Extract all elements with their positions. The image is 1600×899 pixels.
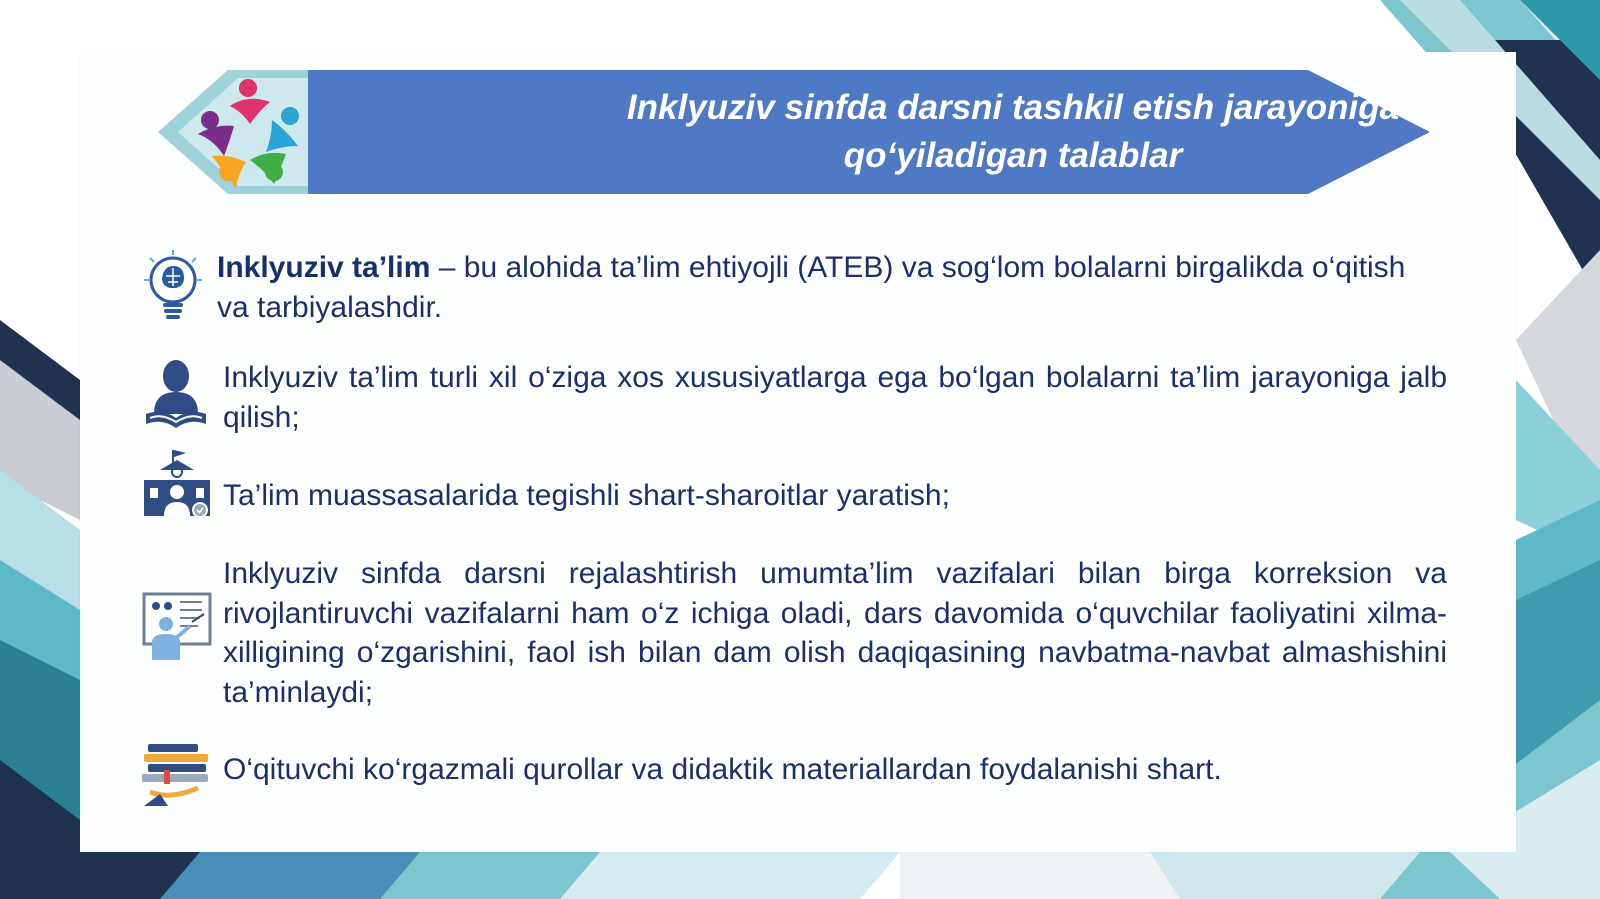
- student-reading-book-icon: [144, 358, 208, 434]
- teacher-board-icon: [142, 592, 214, 662]
- list-item: [140, 742, 1460, 812]
- slide-title-line-2: qo‘yiladigan talablar: [843, 136, 1183, 175]
- list-item: [140, 448, 1460, 528]
- item-text: O‘qituvchi ko‘rgazmali qurollar va didaktik materiallardan foydalanishi shart.: [223, 753, 1222, 786]
- list-item: [140, 554, 1460, 724]
- item-text: [217, 248, 1437, 327]
- item-text: Inklyuziv sinfda darsni rejalashtirish umumta’lim vazifalari bilan birga korreksion va rivojlantiruvchi vazifalarni ham o‘z ichiga oladi, dars davomida o‘quvchilar faoliyatini xilma-xilligining o‘zgarishini, faol ish bilan dam olish daqiqasining navbatma-navbat almashishini ta’minlaydi;: [223, 557, 1447, 709]
- item-text: Ta’lim muassasalarida tegishli shart-sharoitlar yaratish;: [223, 479, 950, 512]
- list-item: [140, 358, 1460, 448]
- list-item: [140, 248, 1460, 338]
- item-bold-term: Inklyuziv ta’lim: [217, 251, 431, 284]
- books-stack-icon: [140, 742, 214, 812]
- lightbulb-brain-icon: [142, 248, 204, 326]
- item-definition: – bu alohida ta’lim ehtiyojli (ATEB) va sog‘lom bolalarni birgalikda o‘qitish va tarbiyalashdir.: [217, 251, 1406, 324]
- inclusive-people-logo: [190, 76, 310, 188]
- slide-title: [458, 70, 1568, 194]
- school-building-icon: [142, 448, 212, 520]
- title-banner: [158, 70, 1430, 194]
- item-text: Inklyuziv ta’lim turli xil o‘ziga xos xususiyatlarga ega bo‘lgan bolalarni ta’lim jarayoniga jalb qilish;: [223, 361, 1447, 434]
- slide-title-line-1: Inklyuziv sinfda darsni tashkil etish jarayoniga: [626, 88, 1400, 127]
